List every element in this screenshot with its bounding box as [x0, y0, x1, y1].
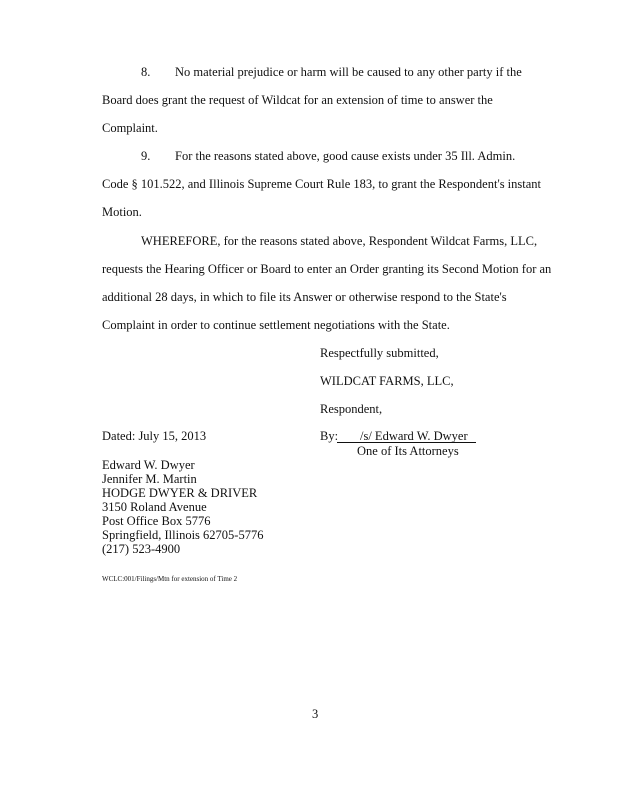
- respectfully-submitted: Respectfully submitted,: [320, 346, 439, 360]
- attorneys-label: One of Its Attorneys: [357, 444, 459, 458]
- counsel-line: 3150 Roland Avenue: [102, 500, 207, 514]
- paragraph-line: For the reasons stated above, good cause exists under 35 Ill. Admin.: [175, 149, 516, 163]
- paragraph-line: Complaint in order to continue settlement negotiations with the State.: [102, 318, 450, 332]
- paragraph-number: 8.: [141, 65, 151, 79]
- counsel-line: Edward W. Dwyer: [102, 458, 195, 472]
- paragraph-number: 9.: [141, 149, 151, 163]
- signature: /s/ Edward W. Dwyer: [360, 429, 468, 443]
- by-label: By:: [320, 429, 339, 443]
- file-reference: WCLC:001/Filings/Mtn for extension of Time 2: [102, 575, 238, 583]
- counsel-line: Jennifer M. Martin: [102, 472, 197, 486]
- counsel-line: Post Office Box 5776: [102, 514, 211, 528]
- paragraph-line: Complaint.: [102, 121, 158, 135]
- counsel-line: Springfield, Illinois 62705-5776: [102, 528, 264, 542]
- dated-line: Dated: July 15, 2013: [102, 429, 207, 443]
- signature-rule: [337, 442, 476, 443]
- paragraph-line: additional 28 days, in which to file its Answer or otherwise respond to the State's: [102, 290, 507, 304]
- paragraph-line: Board does grant the request of Wildcat for an extension of time to answer the: [102, 93, 493, 107]
- paragraph-line: requests the Hearing Officer or Board to enter an Order granting its Second Motion for an: [102, 262, 552, 276]
- paragraph-line: Code § 101.522, and Illinois Supreme Court Rule 183, to grant the Respondent's instant: [102, 177, 542, 191]
- paragraph-line: Motion.: [102, 205, 142, 219]
- party-role: Respondent,: [320, 402, 383, 416]
- counsel-line: (217) 523-4900: [102, 542, 181, 556]
- paragraph-line: WHEREFORE, for the reasons stated above, Respondent Wildcat Farms, LLC,: [141, 234, 538, 248]
- page-number: 3: [312, 707, 319, 721]
- party-name: WILDCAT FARMS, LLC,: [320, 374, 454, 388]
- counsel-line: HODGE DWYER & DRIVER: [102, 486, 258, 500]
- paragraph-line: No material prejudice or harm will be caused to any other party if the: [175, 65, 522, 79]
